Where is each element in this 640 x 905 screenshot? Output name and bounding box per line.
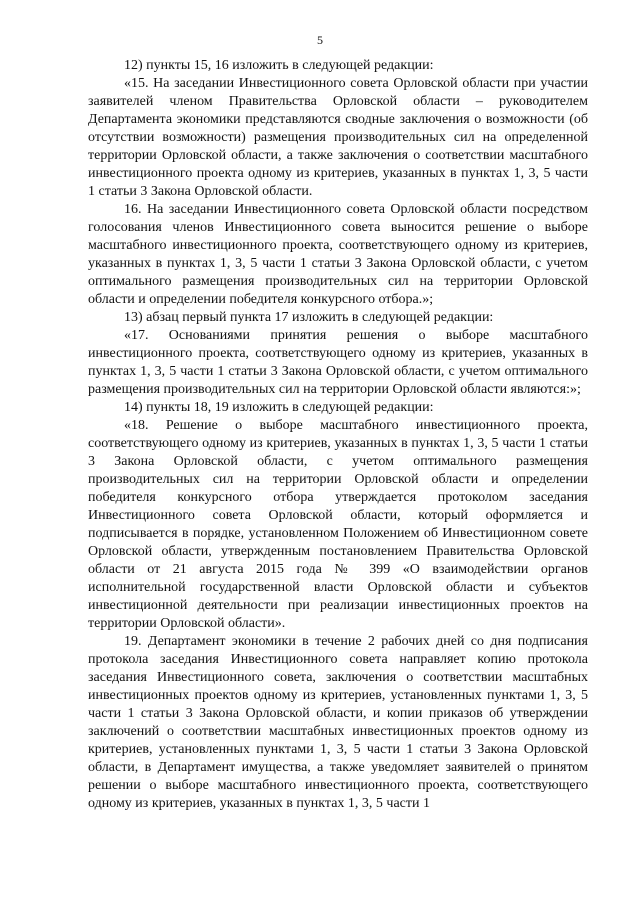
paragraph-item-12: 12) пункты 15, 16 изложить в следующей редакции: [124, 58, 434, 73]
paragraph-clause-18: «18. Решение о выборе масштабного инвестиционного проекта, соответствующего одному из критериев, указанных в пунктах 1, 3, 5 части 1 статьи 3 Закона Орловской области, с учетом оптимального размещения производительных сил на территории Орловской области и определении победителя конкурсного отбора утверждается протоколом заседания Инвестиционного совета Орловской области, который оформляется и подписывается в порядке, установленном Положением об Инвестиционном совете Орловской области, утвержденным постановлением Правительства Орловской области от 21 августа 2015 года № 399 «О взаимодействии органов исполнительной государственной власти Орловской области и субъектов инвестиционной деятельности при реализации инвестиционных проектов на территории Орловской области». [88, 418, 588, 631]
paragraph-item-13: 13) абзац первый пункта 17 изложить в следующей редакции: [124, 310, 494, 325]
paragraph-item-14: 14) пункты 18, 19 изложить в следующей редакции: [124, 400, 434, 415]
page-number: 5 [317, 33, 323, 47]
paragraph-clause-15: «15. На заседании Инвестиционного совета Орловской области при участии заявителей членом Правительства Орловской области – руководителем Департамента экономики представляются сводные заключения о возможности (об отсутствии возможности) размещения производительных сил на определенной территории Орловской области, а также заключения о соответствии масштабного инвестиционного проекта одному из критериев, указанных в пунктах 1, 3, 5 части 1 статьи 3 Закона Орловской области. [88, 76, 588, 199]
paragraph-clause-17: «17. Основаниями принятия решения о выборе масштабного инвестиционного проекта, соответствующего одному из критериев, указанных в пунктах 1, 3, 5 части 1 статьи 3 Закона Орловской области, с учетом оптимального размещения производительных сил на территории Орловской области являются:»; [88, 328, 588, 397]
document-body [88, 57, 588, 813]
paragraph-clause-19: 19. Департамент экономики в течение 2 рабочих дней со дня подписания протокола заседания Инвестиционного совета направляет копию протокола заседания Инвестиционного совета, заключения о соответствии масштабных инвестиционных проектов одному из критериев, установленных пунктами 1, 3, 5 части 1 статьи 3 Закона Орловской области, и копии приказов об утверждении заключений о соответствии масштабных инвестиционных проектов одному из критериев, установленных пунктами 1, 3, 5 части 1 статьи 3 Закона Орловской области, в Департамент имущества, а также уведомляет заявителей о принятом решении о выборе масштабного инвестиционного проекта, соответствующего одному из критериев, указанных в пунктах 1, 3, 5 части 1 [88, 634, 588, 811]
paragraph-clause-16: 16. На заседании Инвестиционного совета Орловской области посредством голосования членов Инвестиционного совета выносится решение о выборе масштабного инвестиционного проекта, соответствующего одному из критериев, указанных в пунктах 1, 3, 5 части 1 статьи 3 Закона Орловской области, с учетом оптимального размещения производительных сил на территории Орловской области и определении победителя конкурсного отбора.»; [88, 202, 588, 307]
